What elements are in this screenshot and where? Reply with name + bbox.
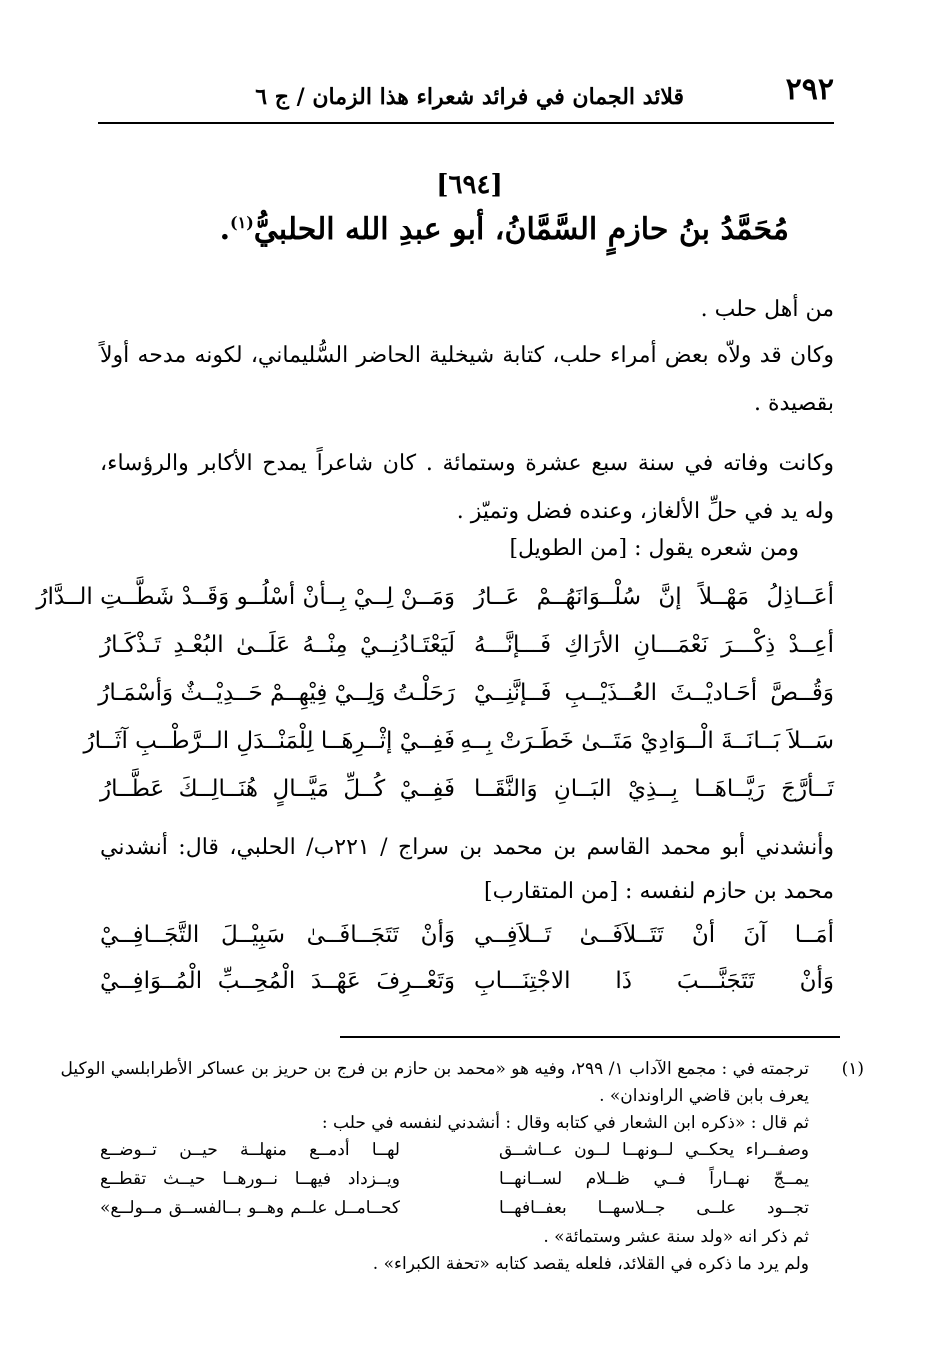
verse-first-hemistich: تَــأرَّجَ رَيَّــاهَــا بِــذِيْ البَــانِ وَالنَّقَــا xyxy=(474,776,834,802)
paragraph-transmission: وأنشدني أبو محمد القاسم بن محمد بن سراج / ٢٢١ب/ الحلبي، قال: أنشدني محمد بن حازم لنفسه : [من المتقارب] xyxy=(100,835,835,904)
verse-first-hemistich: وصفــراء يحكــي لــونهــا لــون عــاشــق xyxy=(499,1140,809,1160)
verse-second-hemistich: وَأنْ تَتَجَــافَــىٰ سَبِيْــلَ التَّجَــافِــيْ xyxy=(100,922,455,948)
footnote-line xyxy=(100,1251,864,1278)
verse-second-hemistich: لهــا أدمــع منهلــة حيــن تــوضــع xyxy=(100,1140,400,1160)
verse-second-hemistich: فَفِــيْ إثْــرِهَــا لِلْمَنْــدَلِ الــرَّطْــبِ آثَــارُ xyxy=(83,728,455,754)
footnote-text: ولم يرد ما ذكره في القلائد، فلعله يقصد كتابه «تحفة الكبراء» . xyxy=(372,1254,809,1274)
poem-verse xyxy=(36,584,834,624)
verse-first-hemistich: أعِــدْ ذِكْـــرَ نَعْمَـــانِ الأرَاكِ فَـــإنَّـــهُ xyxy=(474,632,834,658)
footnote-verse xyxy=(100,1195,864,1224)
poem-verse xyxy=(100,922,834,962)
footnote-line xyxy=(60,1056,864,1083)
verse-first-hemistich: يمــجّ نهــاراً فــي ظــلام لســانهــا xyxy=(499,1169,809,1189)
footnote-text: ثم ذكر انه «ولد سنة عشر وستمائة» . xyxy=(543,1227,809,1247)
footnote-text: ترجمته في : مجمع الآداب ١/ ٢٩٩، وفيه هو «محمد بن حازم بن فرج بن حريز بن عساكر الأطرابلسي الوكيل xyxy=(60,1059,809,1079)
verse-second-hemistich: كحــامــل علــم وهــو بــالفســق مــولــع» xyxy=(100,1198,400,1218)
footnote-line xyxy=(100,1110,864,1137)
verse-first-hemistich: أعَــاذِلُ مَهْــلاً إنَّ سُلْــوَانَهُــمْ عَــارُ xyxy=(474,584,834,610)
paragraph-death: وكانت وفاته في سنة سبع عشرة وستمائة . كان شاعراً يمدح الأكابر والرؤساء، وله يد في حلِّ الألغاز، وعنده فضل وتميّز . xyxy=(100,451,834,524)
verse-first-hemistich: تجــود علــى جــلاسهــا بعفــافهــا xyxy=(499,1198,809,1218)
footnote-reference: (١) xyxy=(230,213,254,232)
entry-title-end: . xyxy=(219,212,231,247)
footnote-line xyxy=(100,1224,864,1251)
page-header xyxy=(98,72,834,124)
running-title: قلائد الجمان في فرائد شعراء هذا الزمان / ج ٦ xyxy=(255,84,684,110)
poem-verse xyxy=(100,968,834,1008)
paragraph-origin: من أهل حلب . xyxy=(700,297,834,322)
footnote-text: يعرف بابن قاضي الراوندان» . xyxy=(599,1086,809,1106)
footnote-separator xyxy=(340,1036,840,1038)
footnote-mark: (١) xyxy=(841,1059,864,1079)
verse-second-hemistich: لَيَعْتَـادُنِــيْ مِنْــهُ عَلَــىٰ البُعْـدِ تَـذْكَـارُ xyxy=(100,632,455,658)
verse-second-hemistich: رَحَلْـتُ وَلِــيْ فِيْهِــمْ حَــدِيْــثٌ وَأسْمَـارُ xyxy=(98,680,455,706)
footnotes xyxy=(60,1056,864,1278)
entry-title-text: مُحَمَّدُ بنُ حازمٍ السَّمَّانُ، أبو عبدِ الله الحلبيُّ xyxy=(253,212,789,247)
page-number: ٢٩٢ xyxy=(785,72,834,107)
entry-number: [٦٩٤] xyxy=(436,170,503,200)
footnote-verse xyxy=(100,1137,864,1166)
verse-second-hemistich: ويــزداد فيهــا نــورهــا حيــث تقطــع xyxy=(100,1169,400,1189)
footnote-verse xyxy=(100,1166,864,1195)
verse-second-hemistich: فَفِــيْ كُــلِّ مَيَّــالٍ هُنَــالِــكَ عَطَّــارُ xyxy=(100,776,455,802)
footnote-text: ثم قال : «ذكره ابن الشعار في كتابه وقال : أنشدني لنفسه في حلب : xyxy=(321,1113,809,1133)
verse-first-hemistich: وَقُــصَّ أحَـاديْــثَ العُــذَيْــبِ فَــإنَّنِــيْ xyxy=(474,680,834,706)
poem-verse xyxy=(100,680,834,720)
paragraph-appointment: وكان قد ولاّه بعض أمراء حلب، كتابة شيخلية الحاضر السُّليماني، لكونه مدحه أولاً بقصيدة . xyxy=(100,343,834,416)
verse-second-hemistich: وَتَعْــرِفَ عَهْــدَ الْمُحِــبِّ الْمُــوَافِــيْ xyxy=(100,968,455,994)
verse-second-hemistich: وَمَــنْ لِــيْ بِــأنْ أسْلُــو وَقَــدْ شَطَّــتِ الــدَّارُ xyxy=(36,584,455,610)
verse-first-hemistich: سَــلاَ بَــانَــةَ الْــوَادِيْ مَتَــىٰ خَطَـرَتْ بِــهِ xyxy=(460,728,834,754)
verse-first-hemistich: وَأنْ تَتَجَنَّـــبَ ذَا الاجْتِنَـــابِ xyxy=(474,968,834,994)
poem-verse xyxy=(83,728,834,768)
verse-first-hemistich: أمَــا آنَ أنْ تَتَــلاَفَــىٰ تَــلاَفِــي xyxy=(474,922,834,948)
footnote-line xyxy=(100,1083,864,1110)
poem-verse xyxy=(100,632,834,672)
poem-intro: ومن شعره يقول : [من الطويل] xyxy=(509,536,799,561)
entry-title xyxy=(220,212,789,247)
poem-verse xyxy=(100,776,834,816)
